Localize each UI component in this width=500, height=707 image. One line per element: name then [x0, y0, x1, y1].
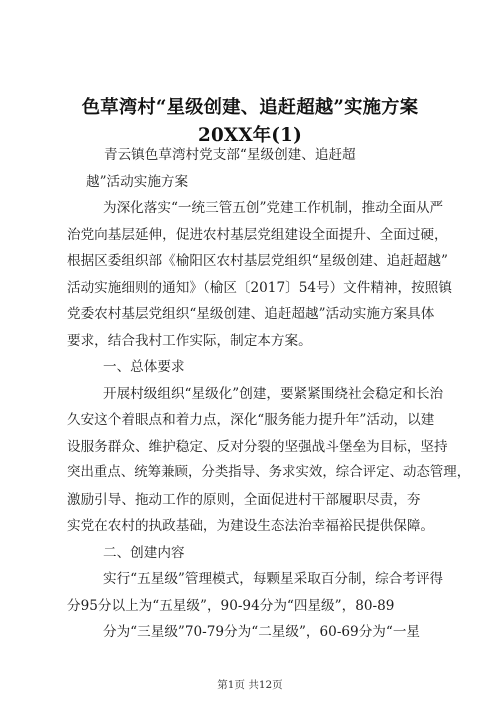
paragraph-line: 开展村级组织“星级化”创建，要紧紧围绕社会稳定和长治 [103, 386, 444, 402]
paragraph-line: 突出重点、统筹兼顾，分类指导、务求实效，综合评定、动态管理， [67, 465, 471, 480]
paragraph-line: 治党向基层延伸，促进农村基层党组建设全面提升、全面过硬， [67, 227, 448, 243]
paragraph-line: 分95分以上为“五星级”，90-94分为“四星级”，80-89 [67, 598, 395, 614]
paragraph-line: 实行“五星级”管理模式，每颗星采取百分制，综合考评得 [103, 571, 444, 587]
paragraph-line: 活动实施细则的通知》（榆区〔2017〕54号）文件精神，按照镇 [67, 280, 452, 296]
paragraph-line: 设服务群众、维护稳定、反对分裂的坚强战斗堡垒为目标，坚持 [67, 439, 448, 455]
section-heading: 一、总体要求 [103, 359, 185, 375]
paragraph-line: 激励引导、拖动工作的原则，全面促进村干部履职尽责，夯 [67, 492, 421, 508]
page-footer: 第1页 共12页 [217, 679, 283, 691]
paragraph-line: 分为“三星级”70-79分为“二星级”，60-69分为“一星 [103, 624, 421, 640]
paragraph-line: 为深化落实“一统三管五创”党建工作机制，推动全面从严 [103, 200, 444, 216]
paragraph-line: 要求，结合我村工作实际，制定本方案。 [67, 333, 312, 349]
paragraph-line: 党委农村基层党组织“星级创建、追赶超越”活动实施方案具体 [67, 306, 435, 322]
section-heading: 二、创建内容 [103, 545, 185, 561]
paragraph-line: 根据区委组织部《榆阳区农村基层党组织“星级创建、追赶超越” [67, 253, 448, 269]
document-title-year: 20XX年(1) [198, 125, 302, 146]
paragraph-line: 实党在农村的执政基础，为建设生态法治幸福裕民提供保障。 [67, 518, 435, 534]
document-title: 色草湾村“星级创建、追赶超越”实施方案 [81, 97, 419, 118]
paragraph-line: 久安这个着眼点和着力点，深化“服务能力提升年”活动，以建 [67, 412, 435, 428]
subtitle-line-1: 青云镇色草湾村党支部“星级创建、追赶超 [104, 147, 356, 163]
subtitle-line-2: 越”活动实施方案 [86, 174, 189, 190]
